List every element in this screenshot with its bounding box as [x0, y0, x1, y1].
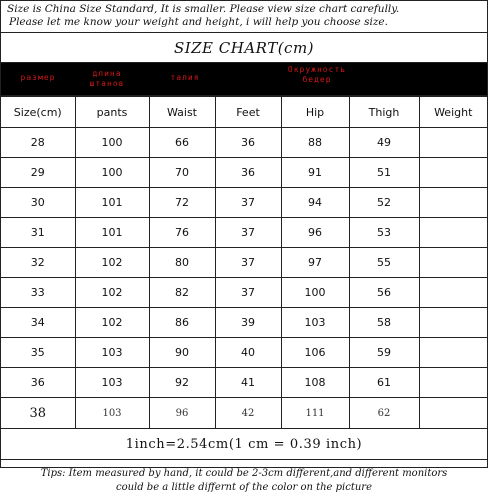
cell-waist: 96 [149, 398, 215, 429]
cell-hip: 94 [281, 188, 349, 218]
cell-thigh: 58 [349, 308, 419, 338]
header-thigh: Thigh [349, 97, 419, 128]
notice-line-2: Please let me know your weight and height, i will help you choose size. [9, 16, 388, 28]
cell-pants: 102 [75, 308, 149, 338]
cell-weight [419, 128, 487, 158]
cell-thigh: 51 [349, 158, 419, 188]
cell-pants: 101 [75, 188, 149, 218]
cell-size: 38 [1, 398, 75, 429]
size-table [1, 96, 487, 429]
cell-weight [419, 218, 487, 248]
cell-feet: 41 [215, 368, 281, 398]
russian-label-size: размер [20, 73, 56, 82]
chart-title: SIZE CHART(cm) [1, 33, 487, 63]
cell-waist: 86 [149, 308, 215, 338]
header-feet: Feet [215, 97, 281, 128]
cell-weight [419, 248, 487, 278]
cell-thigh: 59 [349, 338, 419, 368]
header-pants: pants [75, 97, 149, 128]
cell-weight [419, 188, 487, 218]
table-row [1, 308, 487, 338]
cell-weight [419, 338, 487, 368]
cell-feet: 37 [215, 278, 281, 308]
cell-pants: 103 [75, 368, 149, 398]
table-row [1, 248, 487, 278]
cell-feet: 37 [215, 218, 281, 248]
cell-feet: 42 [215, 398, 281, 429]
table-row [1, 338, 487, 368]
cell-feet: 39 [215, 308, 281, 338]
header-weight: Weight [419, 97, 487, 128]
cell-weight [419, 278, 487, 308]
table-row [1, 278, 487, 308]
header-size: Size(cm) [1, 97, 75, 128]
table-row [1, 158, 487, 188]
cell-thigh: 49 [349, 128, 419, 158]
table-row [1, 218, 487, 248]
cell-weight [419, 398, 487, 429]
cell-weight [419, 308, 487, 338]
cell-hip: 103 [281, 308, 349, 338]
cell-pants: 100 [75, 128, 149, 158]
russian-label-bar [1, 63, 487, 96]
cell-size: 32 [1, 248, 75, 278]
cell-waist: 70 [149, 158, 215, 188]
cell-feet: 37 [215, 248, 281, 278]
cell-hip: 100 [281, 278, 349, 308]
cell-size: 31 [1, 218, 75, 248]
cell-hip: 108 [281, 368, 349, 398]
cell-hip: 96 [281, 218, 349, 248]
cell-feet: 37 [215, 188, 281, 218]
cell-pants: 102 [75, 248, 149, 278]
russian-label-waist: талия [170, 73, 200, 82]
table-row [1, 128, 487, 158]
cell-size: 36 [1, 368, 75, 398]
cell-size: 29 [1, 158, 75, 188]
cell-hip: 88 [281, 128, 349, 158]
table-row [1, 398, 487, 429]
cell-size: 28 [1, 128, 75, 158]
notice-line-1: Size is China Size Standard, It is smaller. Please view size chart carefully. [7, 3, 400, 15]
cell-waist: 92 [149, 368, 215, 398]
cell-hip: 97 [281, 248, 349, 278]
cell-waist: 66 [149, 128, 215, 158]
cell-thigh: 61 [349, 368, 419, 398]
cell-pants: 103 [75, 398, 149, 429]
table-row [1, 188, 487, 218]
tips-line-1: Tips: Item measured by hand, it could be 2-3cm different,and different monitors [40, 468, 448, 479]
cell-thigh: 53 [349, 218, 419, 248]
inch-conversion-note: 1inch=2.54cm(1 cm = 0.39 inch) [1, 429, 487, 460]
cell-hip: 111 [281, 398, 349, 429]
cell-feet: 36 [215, 128, 281, 158]
cell-weight [419, 158, 487, 188]
cell-pants: 101 [75, 218, 149, 248]
table-row [1, 368, 487, 398]
cell-thigh: 55 [349, 248, 419, 278]
cell-hip: 91 [281, 158, 349, 188]
size-notice [1, 1, 487, 33]
header-waist: Waist [149, 97, 215, 128]
russian-label-hip-girth: Окружность бедер [287, 65, 347, 84]
cell-pants: 103 [75, 338, 149, 368]
cell-waist: 80 [149, 248, 215, 278]
cell-thigh: 56 [349, 278, 419, 308]
russian-label-pants-length: длина штанов [89, 69, 125, 88]
cell-size: 35 [1, 338, 75, 368]
cell-pants: 102 [75, 278, 149, 308]
cell-size: 34 [1, 308, 75, 338]
cell-weight [419, 368, 487, 398]
cell-feet: 36 [215, 158, 281, 188]
cell-thigh: 52 [349, 188, 419, 218]
cell-thigh: 62 [349, 398, 419, 429]
tips-note [1, 460, 487, 495]
header-hip: Hip [281, 97, 349, 128]
cell-feet: 40 [215, 338, 281, 368]
cell-size: 30 [1, 188, 75, 218]
cell-waist: 82 [149, 278, 215, 308]
cell-waist: 76 [149, 218, 215, 248]
cell-waist: 72 [149, 188, 215, 218]
cell-size: 33 [1, 278, 75, 308]
cell-waist: 90 [149, 338, 215, 368]
cell-pants: 100 [75, 158, 149, 188]
table-header-row [1, 97, 487, 128]
cell-hip: 106 [281, 338, 349, 368]
tips-line-2: could be a little differnt of the color on the picture [115, 482, 373, 493]
